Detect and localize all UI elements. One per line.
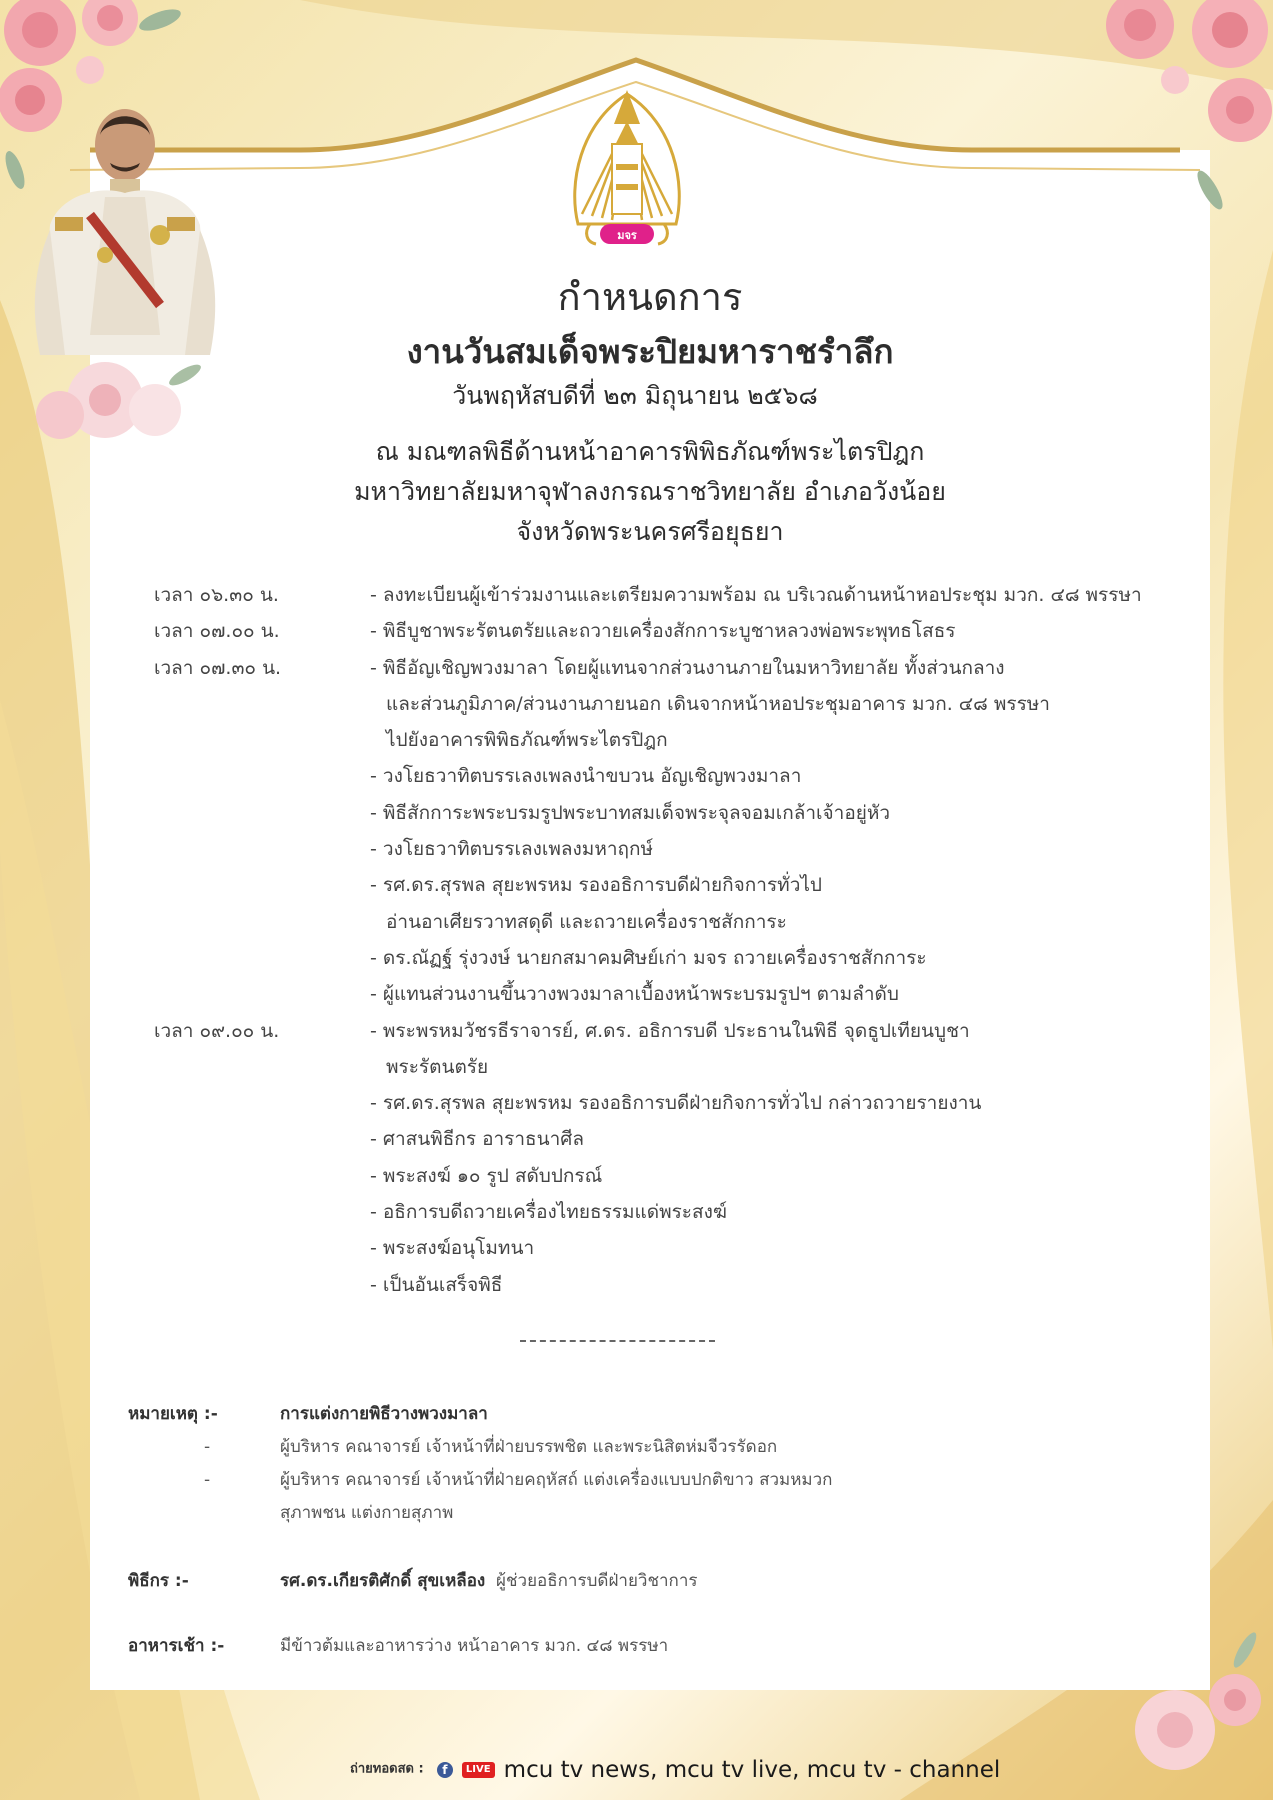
rose-decoration-top-right xyxy=(1080,0,1273,240)
schedule-item: - พระสงฆ์ ๑๐ รูป สดับปกรณ์ xyxy=(370,1164,603,1187)
venue-line-3: จังหวัดพระนครศรีอยุธยา xyxy=(516,517,784,546)
venue-line-1: ณ มณฑลพิธีด้านหน้าอาคารพิพิธภัณฑ์พระไตรปิฎก xyxy=(375,437,925,466)
live-broadcast-footer xyxy=(350,1752,1000,1786)
breakfast-label: อาหารเช้า :- xyxy=(128,1636,225,1656)
event-name: งานวันสมเด็จพระปิยมหาราชรำลึก xyxy=(406,332,894,371)
mc-label: พิธีกร :- xyxy=(128,1571,189,1591)
schedule-row xyxy=(154,867,1154,903)
note-row xyxy=(128,1464,1128,1497)
broadcast-channels: mcu tv news, mcu tv live, mcu tv - channel xyxy=(503,1756,1001,1783)
schedule-row xyxy=(154,904,1154,940)
venue-line-2: มหาวิทยาลัยมหาจุฬาลงกรณราชวิทยาลัย อำเภอวังน้อย xyxy=(354,477,946,506)
schedule-item: - รศ.ดร.สุรพล สุยะพรหม รองอธิการบดีฝ่ายกิจการทั่วไป xyxy=(370,874,822,897)
note-row xyxy=(128,1431,1128,1464)
schedule-row xyxy=(154,686,1154,722)
note-row xyxy=(128,1630,1128,1663)
schedule-item: - ลงทะเบียนผู้เข้าร่วมงานและเตรียมความพร้อม ณ บริเวณด้านหน้าหอประชุม มวก. ๔๘ พรรษา xyxy=(370,584,1142,606)
schedule-time: เวลา ๐๖.๓๐ น. xyxy=(154,584,279,606)
dash: - xyxy=(204,1470,211,1490)
facebook-icon: f xyxy=(437,1762,453,1778)
dash: - xyxy=(204,1437,211,1457)
schedule-row xyxy=(154,758,1154,794)
schedule-row xyxy=(154,976,1154,1012)
schedule-row xyxy=(154,940,1154,976)
note-row xyxy=(128,1398,1128,1431)
schedule-row xyxy=(154,650,1154,686)
schedule-item: - วงโยธวาทิตบรรเลงเพลงนำขบวน อัญเชิญพวงมาลา xyxy=(370,765,802,788)
mc-name: รศ.ดร.เกียรติศักดิ์ สุขเหลือง xyxy=(280,1571,486,1591)
schedule-row xyxy=(154,613,1154,649)
emblem-text: มจร xyxy=(617,229,637,242)
broadcast-prefix: ถ่ายทอดสด : xyxy=(350,1761,424,1777)
schedule-item-continued: ไปยังอาคารพิพิธภัณฑ์พระไตรปิฎก xyxy=(386,729,668,752)
schedule-row xyxy=(154,831,1154,867)
schedule-row xyxy=(154,795,1154,831)
schedule-row xyxy=(154,1121,1154,1157)
rose-decoration-bottom-right xyxy=(1105,1620,1273,1800)
schedule-item: - เป็นอันเสร็จพิธี xyxy=(370,1273,503,1296)
schedule-item-continued: และส่วนภูมิภาค/ส่วนงานภายนอก เดินจากหน้าหอประชุมอาคาร มวก. ๔๘ พรรษา xyxy=(386,692,1050,715)
spacer xyxy=(128,1598,1128,1630)
schedule-list xyxy=(154,577,1154,1303)
schedule-item: - พิธีสักการะพระบรมรูปพระบาทสมเด็จพระจุลจอมเกล้าเจ้าอยู่หัว xyxy=(370,801,891,824)
schedule-time: เวลา ๐๗.๐๐ น. xyxy=(154,620,280,643)
schedule-item: - ดร.ณัฏฐ์ รุ่งวงษ์ นายกสมาคมศิษย์เก่า มจร ถวายเครื่องราชสักการะ xyxy=(370,946,927,969)
schedule-row xyxy=(154,1049,1154,1085)
schedule-item: - ผู้แทนส่วนงานขึ้นวางพวงมาลาเบื้องหน้าพระบรมรูปฯ ตามลำดับ xyxy=(370,983,899,1006)
schedule-row xyxy=(154,1158,1154,1194)
schedule-item: - พิธีอัญเชิญพวงมาลา โดยผู้แทนจากส่วนงานภายในมหาวิทยาลัย ทั้งส่วนกลาง xyxy=(370,656,1005,679)
schedule-row xyxy=(154,1194,1154,1230)
dress-code-laypeople-continued: สุภาพชน แต่งกายสุภาพ xyxy=(280,1503,454,1523)
spacer xyxy=(128,1530,1128,1565)
schedule-row xyxy=(154,1267,1154,1303)
schedule-row xyxy=(154,577,1154,613)
live-badge: LIVE xyxy=(462,1762,495,1778)
schedule-row xyxy=(154,1230,1154,1266)
schedule-item-continued: อ่านอาเศียรวาทสดุดี และถวายเครื่องราชสักการะ xyxy=(386,910,787,933)
schedule-item: - ศาสนพิธีกร อาราธนาศีล xyxy=(370,1128,584,1151)
university-emblem-logo xyxy=(560,84,694,260)
mc-role: ผู้ช่วยอธิการบดีฝ่ายวิชาการ xyxy=(496,1571,698,1591)
dress-code-heading: การแต่งกายพิธีวางพวงมาลา xyxy=(280,1404,488,1424)
header-title-block xyxy=(220,268,1080,552)
schedule-time: เวลา ๐๗.๓๐ น. xyxy=(154,656,282,679)
schedule-time: เวลา ๐๙.๐๐ น. xyxy=(154,1019,280,1042)
schedule-row xyxy=(154,1013,1154,1049)
breakfast-text: มีข้าวต้มและอาหารว่าง หน้าอาคาร มวก. ๔๘ พรรษา xyxy=(280,1636,669,1656)
section-divider xyxy=(520,1340,715,1342)
schedule-item: - อธิการบดีถวายเครื่องไทยธรรมแด่พระสงฆ์ xyxy=(370,1201,727,1224)
schedule-item: - วงโยธวาทิตบรรเลงเพลงมหาฤกษ์ xyxy=(370,838,654,861)
schedule-item-continued: พระรัตนตรัย xyxy=(386,1055,489,1078)
schedule-row xyxy=(154,1085,1154,1121)
dress-code-monks: ผู้บริหาร คณาจารย์ เจ้าหน้าที่ฝ่ายบรรพชิต และพระนิสิตห่มจีวรรัดอก xyxy=(280,1437,778,1457)
schedule-row xyxy=(154,722,1154,758)
note-row xyxy=(128,1565,1128,1598)
schedule-item: - พิธีบูชาพระรัตนตรัยและถวายเครื่องสักการะบูชาหลวงพ่อพระพุทธโสธร xyxy=(370,620,956,643)
dress-code-laypeople: ผู้บริหาร คณาจารย์ เจ้าหน้าที่ฝ่ายคฤหัสถ์ แต่งเครื่องแบบปกติขาว สวมหมวก xyxy=(280,1470,833,1490)
schedule-item: - พระพรหมวัชรธีราจารย์, ศ.ดร. อธิการบดี ประธานในพิธี จุดธูปเทียนบูชา xyxy=(370,1019,970,1042)
schedule-item: - พระสงฆ์อนุโมทนา xyxy=(370,1237,535,1260)
event-date: วันพฤหัสบดีที่ ๒๓ มิถุนายน ๒๕๖๘ xyxy=(452,381,818,410)
remark-label: หมายเหตุ :- xyxy=(128,1404,218,1424)
page-title: กำหนดการ xyxy=(557,275,743,319)
notes-section xyxy=(128,1398,1128,1663)
schedule-item: - รศ.ดร.สุรพล สุยะพรหม รองอธิการบดีฝ่ายกิจการทั่วไป กล่าวถวายรายงาน xyxy=(370,1092,982,1115)
note-row xyxy=(128,1497,1128,1530)
